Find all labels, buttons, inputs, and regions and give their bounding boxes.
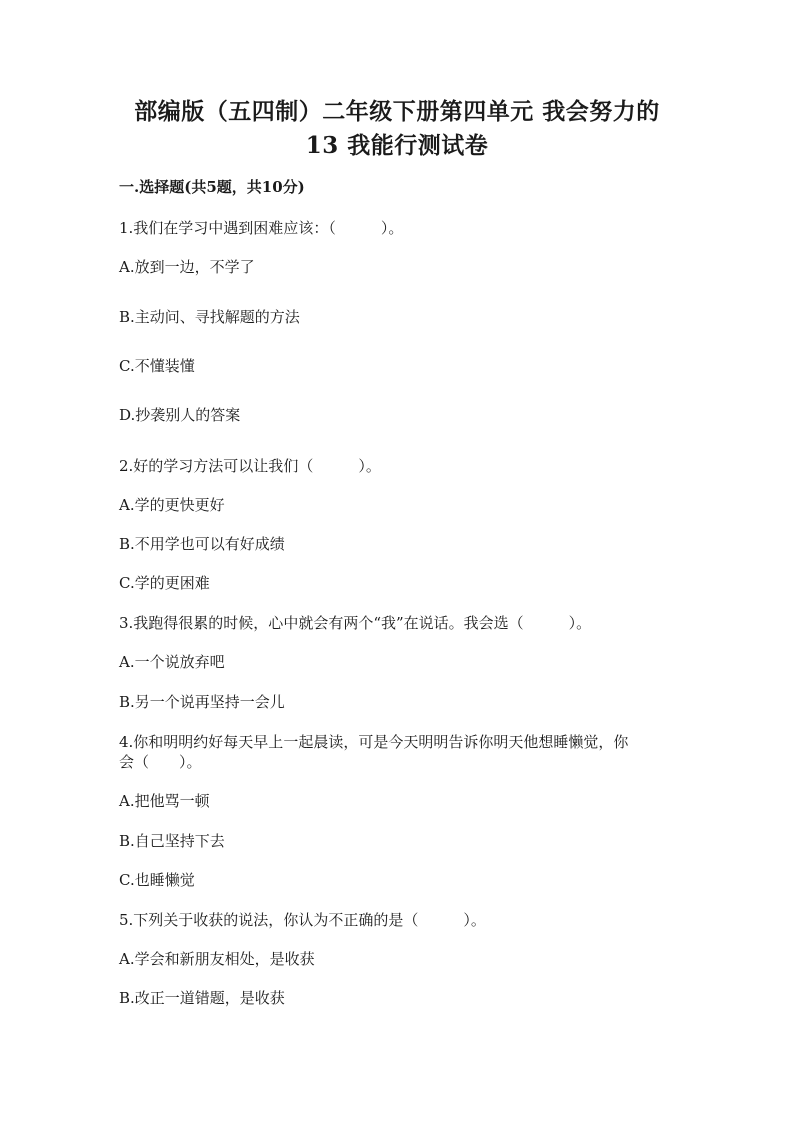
question-4-option-a: A.把他骂一顿 bbox=[119, 792, 210, 810]
question-1-option-a: A.放到一边，不学了 bbox=[119, 258, 255, 276]
question-1-option-d: D.抄袭别人的答案 bbox=[119, 406, 241, 424]
page-title-line-1: 部编版（五四制）二年级下册第四单元 我会努力的 bbox=[134, 98, 660, 125]
question-1-stem: 1.我们在学习中遇到困难应该：（ ）。 bbox=[119, 219, 404, 237]
question-3-option-a: A.一个说放弃吧 bbox=[119, 653, 225, 671]
question-4-option-b: B.自己坚持下去 bbox=[119, 832, 225, 850]
question-5-option-b: B.改正一道错题，是收获 bbox=[119, 989, 285, 1007]
question-1-option-b: B.主动问、寻找解题的方法 bbox=[119, 308, 300, 326]
question-4-option-c: C.也睡懒觉 bbox=[119, 871, 195, 889]
page-title-line-2: 13 我能行测试卷 bbox=[305, 132, 489, 159]
question-5-option-a: A.学会和新朋友相处，是收获 bbox=[119, 950, 315, 968]
question-3-option-b: B.另一个说再坚持一会儿 bbox=[119, 693, 285, 711]
question-4-stem-line-1: 4.你和明明约好每天早上一起晨读，可是今天明明告诉你明天他想睡懒觉，你 bbox=[119, 733, 629, 751]
question-2-option-b: B.不用学也可以有好成绩 bbox=[119, 535, 285, 553]
question-2-stem: 2.好的学习方法可以让我们（ ）。 bbox=[119, 457, 381, 475]
question-2-option-c: C.学的更困难 bbox=[119, 574, 210, 592]
section-heading: 一.选择题(共5题，共10分) bbox=[119, 178, 305, 196]
question-2-option-a: A.学的更快更好 bbox=[119, 496, 225, 514]
question-5-stem: 5.下列关于收获的说法，你认为不正确的是（ ）。 bbox=[119, 911, 486, 929]
question-1-option-c: C.不懂装懂 bbox=[119, 357, 195, 375]
question-4-stem-line-2: 会（ ）。 bbox=[119, 753, 202, 771]
question-3-stem: 3.我跑得很累的时候，心中就会有两个“我”在说话。我会选（ ）。 bbox=[119, 614, 592, 632]
